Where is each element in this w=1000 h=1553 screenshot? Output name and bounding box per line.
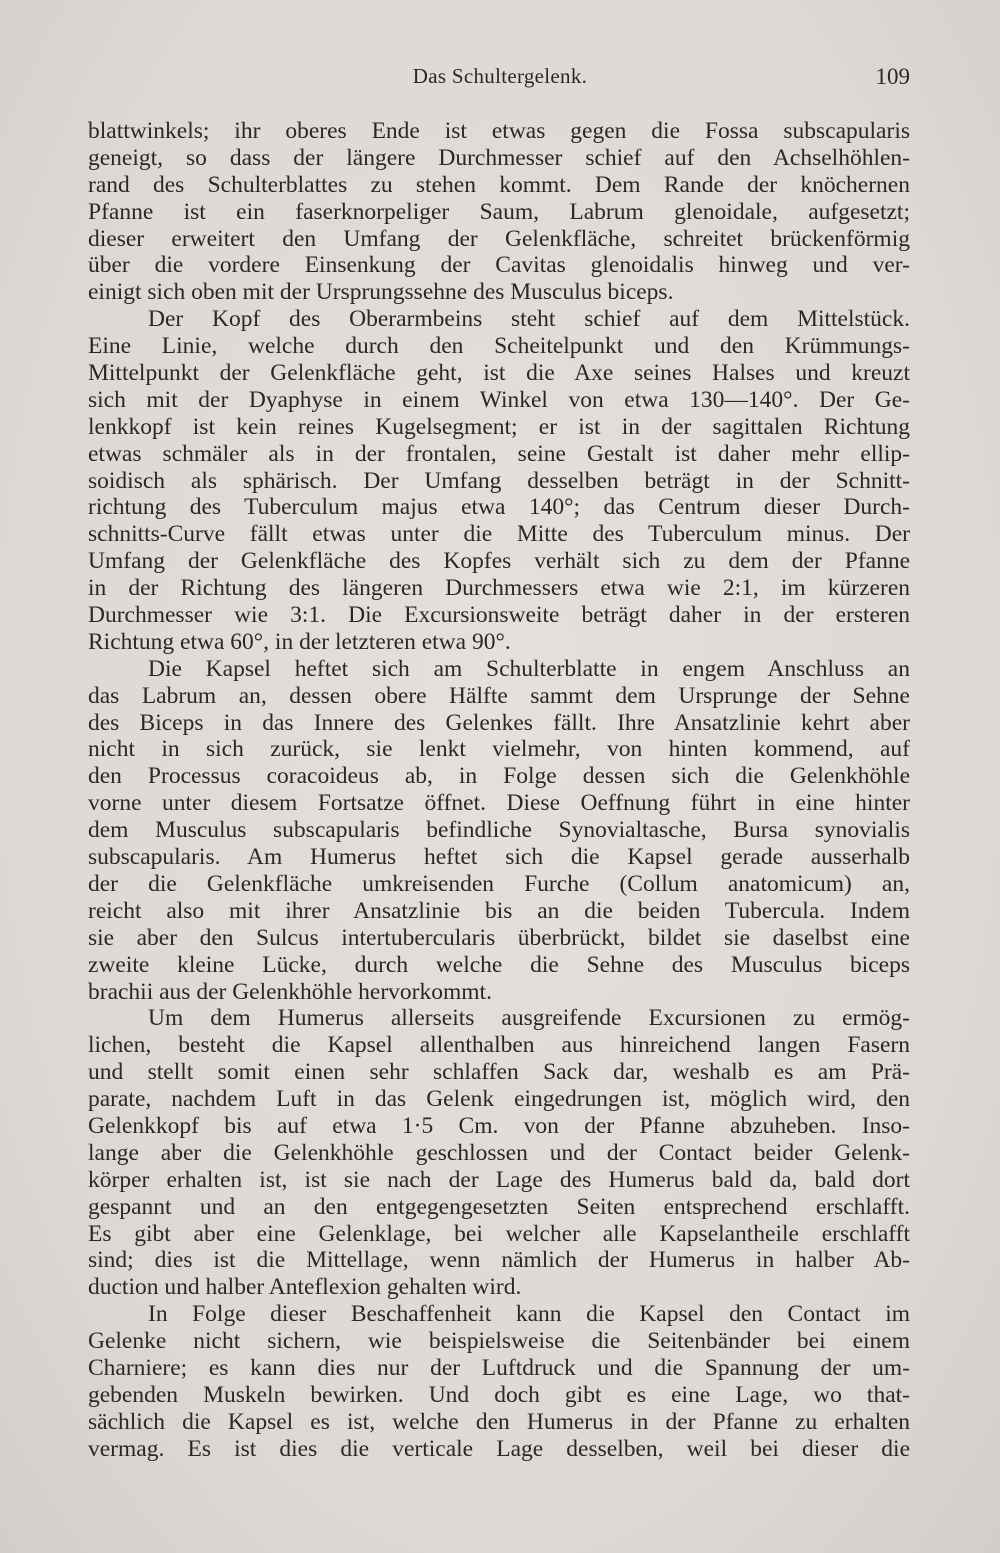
text-line: vermag. Es ist dies die verticale Lage desselben, weil bei dieser die	[88, 1435, 910, 1462]
text-line: das Labrum an, dessen obere Hälfte sammt dem Ursprunge der Sehne	[88, 682, 910, 709]
text-line: Es gibt aber eine Gelenklage, bei welcher alle Kapselantheile erschlafft	[88, 1220, 910, 1247]
text-line: Pfanne ist ein faserknorpeliger Saum, Labrum glenoidale, aufgesetzt;	[88, 198, 910, 225]
page-number: 109	[875, 64, 910, 89]
text-line: Der Kopf des Oberarmbeins steht schief auf dem Mittelstück.	[148, 306, 910, 333]
text-line: lichen, besteht die Kapsel allenthalben aus hinreichend langen Fasern	[88, 1032, 910, 1059]
text-line: schnitts-Curve fällt etwas unter die Mitte des Tuberculum minus. Der	[88, 521, 910, 548]
text-line: blattwinkels; ihr oberes Ende ist etwas gegen die Fossa subscapularis	[88, 118, 910, 144]
text-line: sind; dies ist die Mittellage, wenn nämlich der Humerus in halber Ab-	[88, 1247, 910, 1274]
text-line: den Processus coracoideus ab, in Folge dessen sich die Gelenkhöhle	[88, 763, 910, 790]
text-line: nicht in sich zurück, sie lenkt vielmehr, von hinten kommend, auf	[88, 736, 910, 763]
text-line: des Biceps in das Innere des Gelenkes fällt. Ihre Ansatzlinie kehrt aber	[88, 709, 910, 736]
text-line: lenkkopf ist kein reines Kugelsegment; er ist in der sagittalen Richtung	[88, 413, 910, 440]
text-line: der die Gelenkfläche umkreisenden Furche (Collum anatomicum) an,	[88, 870, 910, 897]
text-line: Eine Linie, welche durch den Scheitelpunkt und den Krümmungs-	[88, 333, 910, 360]
text-line: gebenden Muskeln bewirken. Und doch gibt es eine Lage, wo that-	[88, 1381, 910, 1408]
text-line: Charniere; es kann dies nur der Luftdruck und die Spannung der um-	[88, 1354, 910, 1381]
text-line: rand des Schulterblattes zu stehen kommt. Dem Rande der knöchernen	[88, 171, 910, 198]
text-line: gespannt und an den entgegengesetzten Seiten entsprechend erschlafft.	[88, 1193, 910, 1220]
text-line: Gelenke nicht sichern, wie beispielsweise die Seitenbänder bei einem	[88, 1328, 910, 1355]
text-line: sich mit der Dyaphyse in einem Winkel von etwa 130—140°. Der Ge-	[88, 386, 910, 413]
text-line: über die vordere Einsenkung der Cavitas glenoidalis hinweg und ver-	[88, 252, 910, 279]
running-head	[90, 64, 910, 94]
text-line: dieser erweitert den Umfang der Gelenkfläche, schreitet brückenförmig	[88, 225, 910, 252]
text-line: dem Musculus subscapularis befindliche Synovialtasche, Bursa synovialis	[88, 817, 910, 844]
text-line: einigt sich oben mit der Ursprungssehne des Musculus biceps.	[88, 279, 674, 306]
text-line: zweite kleine Lücke, durch welche die Sehne des Musculus biceps	[88, 951, 910, 978]
text-line: subscapularis. Am Humerus heftet sich die Kapsel gerade ausserhalb	[88, 844, 910, 871]
text-line: In Folge dieser Beschaffenheit kann die Kapsel den Contact im	[148, 1301, 910, 1328]
text-line: Die Kapsel heftet sich am Schulterblatte in engem Anschluss an	[148, 655, 910, 682]
text-line: duction und halber Anteflexion gehalten wird.	[88, 1274, 522, 1301]
text-line: reicht also mit ihrer Ansatzlinie bis an die beiden Tubercula. Indem	[88, 897, 910, 924]
text-line: Um dem Humerus allerseits ausgreifende Excursionen zu ermög-	[148, 1005, 910, 1032]
text-line: richtung des Tuberculum majus etwa 140°; das Centrum dieser Durch-	[88, 494, 910, 521]
text-line: parate, nachdem Luft in das Gelenk eingedrungen ist, möglich wird, den	[88, 1086, 910, 1113]
running-title: Das Schultergelenk.	[412, 64, 588, 88]
text-line: in der Richtung des längeren Durchmessers etwa wie 2:1, im kürzeren	[88, 575, 910, 602]
text-line: vorne unter diesem Fortsatze öffnet. Diese Oeffnung führt in eine hinter	[88, 790, 910, 817]
text-line: etwas schmäler als in der frontalen, seine Gestalt ist daher mehr ellip-	[88, 440, 910, 467]
text-line: Mittelpunkt der Gelenkfläche geht, ist die Axe seines Halses und kreuzt	[88, 360, 910, 387]
text-line: sie aber den Sulcus intertubercularis überbrückt, bildet sie daselbst eine	[88, 924, 910, 951]
text-line: Umfang der Gelenkfläche des Kopfes verhält sich zu dem der Pfanne	[88, 548, 910, 575]
text-line: Richtung etwa 60°, in der letzteren etwa 90°.	[88, 628, 511, 655]
text-line: brachii aus der Gelenkhöhle hervorkommt.	[88, 978, 492, 1005]
text-line: soidisch als sphärisch. Der Umfang desselben beträgt in der Schnitt-	[88, 467, 910, 494]
text-line: sächlich die Kapsel es ist, welche den Humerus in der Pfanne zu erhalten	[88, 1408, 910, 1435]
body-text	[88, 118, 910, 1463]
text-line: geneigt, so dass der längere Durchmesser schief auf den Achselhöhlen-	[88, 144, 910, 171]
text-line: lange aber die Gelenkhöhle geschlossen und der Contact beider Gelenk-	[88, 1139, 910, 1166]
text-line: Durchmesser wie 3:1. Die Excursionsweite beträgt daher in der ersteren	[88, 602, 910, 629]
text-line: körper erhalten ist, ist sie nach der Lage des Humerus bald da, bald dort	[88, 1166, 910, 1193]
text-line: und stellt somit einen sehr schlaffen Sack dar, weshalb es am Prä-	[88, 1059, 910, 1086]
text-line: Gelenkkopf bis auf etwa 1·5 Cm. von der Pfanne abzuheben. Inso-	[88, 1112, 910, 1139]
